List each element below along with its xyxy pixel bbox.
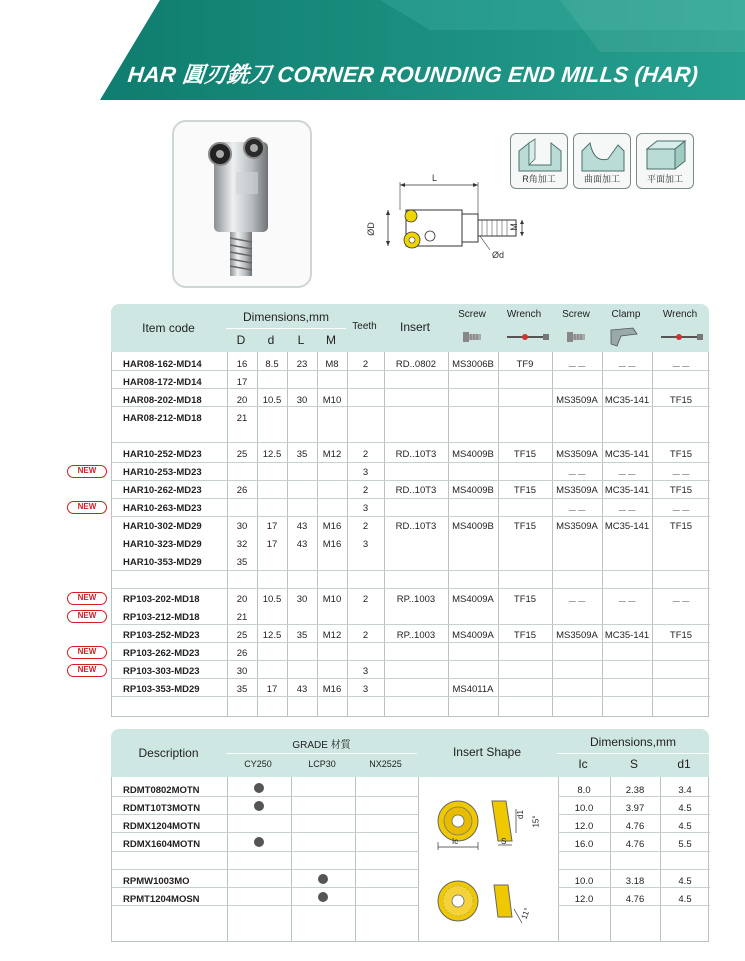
cell-ic: 12.0 xyxy=(574,894,594,905)
cell-M: M16 xyxy=(322,684,342,695)
cell-wrench2: －－ xyxy=(671,597,691,608)
cell-wrench: TF9 xyxy=(516,359,534,370)
cell-insert: RP..1003 xyxy=(396,630,436,641)
cell-teeth: 3 xyxy=(362,539,369,550)
process-r-corner xyxy=(510,133,568,189)
table-row xyxy=(112,499,710,517)
col-teeth: Teeth xyxy=(352,321,377,332)
cell-screw2: －－ xyxy=(567,506,587,517)
clamp-icon xyxy=(611,328,637,346)
table-row xyxy=(112,355,710,373)
cell-d: 17 xyxy=(266,521,278,532)
grade-availability-dot xyxy=(254,783,264,793)
cell-L: 43 xyxy=(296,521,308,532)
cell-d: 12.5 xyxy=(262,449,282,460)
cell-s: 4.76 xyxy=(625,821,645,832)
row-divider xyxy=(558,869,710,870)
new-badge: NEW xyxy=(67,610,107,623)
col-clamp: Clamp xyxy=(611,309,641,320)
cell-teeth: 2 xyxy=(362,449,369,460)
cell-clamp: MC35-141 xyxy=(604,521,650,532)
cell-wrench2: －－ xyxy=(671,470,691,481)
cell-clamp: －－ xyxy=(617,506,637,517)
item-code: HAR08-162-MD14 xyxy=(123,359,202,370)
col-wrench2: Wrench xyxy=(662,309,698,320)
insert-description: RDMX1604MOTN xyxy=(123,839,201,850)
cell-D: 20 xyxy=(236,395,248,406)
insert-description: RDMT10T3MOTN xyxy=(123,803,201,814)
col-insert: Insert xyxy=(399,320,430,334)
table-row xyxy=(112,481,710,499)
cell-teeth: 2 xyxy=(362,630,369,641)
cell-d: 10.5 xyxy=(262,395,282,406)
wrench-icon xyxy=(507,334,549,340)
insert-table-header xyxy=(111,729,709,777)
col-dimensions2: Dimensions,mm xyxy=(589,735,676,749)
insert-description: RPMW1003MO xyxy=(123,876,190,887)
grade-availability-dot xyxy=(318,892,328,902)
cell-L: 43 xyxy=(296,539,308,550)
item-code: HAR10-323-MD29 xyxy=(123,539,202,550)
process-flat xyxy=(636,133,694,189)
cell-D: 26 xyxy=(236,485,248,496)
cell-D: 35 xyxy=(236,557,248,568)
col-grade: GRADE 材質 xyxy=(292,740,351,751)
insert-row xyxy=(112,799,710,817)
col-screw2: Screw xyxy=(562,309,590,320)
dim-d-label: Ød xyxy=(492,250,505,260)
item-code: RP103-353-MD29 xyxy=(123,684,200,695)
process-label: 平面加工 xyxy=(646,174,683,184)
wrench2-icon xyxy=(661,334,703,340)
cell-D: 21 xyxy=(236,612,248,623)
insert-row xyxy=(112,817,710,835)
cell-L: 35 xyxy=(296,630,308,641)
insert-row xyxy=(112,835,710,853)
insert-description: RDMT0802MOTN xyxy=(123,785,200,796)
flat-surface-icon xyxy=(641,137,691,175)
cell-teeth: 2 xyxy=(362,485,369,496)
table-row xyxy=(112,644,710,662)
cell-ic: 8.0 xyxy=(577,785,591,796)
cell-wrench2: TF15 xyxy=(669,630,693,641)
cell-clamp: MC35-141 xyxy=(604,485,650,496)
cell-screw2: MS3509A xyxy=(556,521,598,532)
cell-D: 21 xyxy=(236,413,248,424)
cell-s: 4.76 xyxy=(625,839,645,850)
item-table-header xyxy=(111,304,709,352)
col-grade-nx2525: NX2525 xyxy=(369,759,402,769)
col-grade-lcp30: LCP30 xyxy=(308,759,336,769)
cell-d1: 4.5 xyxy=(678,894,692,905)
cell-L: 43 xyxy=(296,684,308,695)
cell-screw: MS4009A xyxy=(452,594,494,605)
process-label: 曲面加工 xyxy=(583,174,620,184)
cell-D: 26 xyxy=(236,648,248,659)
cell-wrench: TF15 xyxy=(513,630,537,641)
cell-s: 3.97 xyxy=(625,803,645,814)
item-code: HAR10-263-MD23 xyxy=(123,503,202,514)
cell-wrench2: －－ xyxy=(671,506,691,517)
col-D: D xyxy=(236,333,246,347)
process-label: R角加工 xyxy=(522,174,556,184)
cell-insert: RD..10T3 xyxy=(395,449,437,460)
cell-screw: MS4009B xyxy=(452,485,494,496)
table-row xyxy=(112,553,710,571)
cell-insert: RD..10T3 xyxy=(395,521,437,532)
cell-s: 2.38 xyxy=(625,785,645,796)
process-curved xyxy=(573,133,631,189)
table-row xyxy=(112,590,710,608)
cell-s: 4.76 xyxy=(625,894,645,905)
item-code: HAR08-202-MD18 xyxy=(123,395,202,406)
insert-row xyxy=(112,890,710,908)
item-code: HAR08-212-MD18 xyxy=(123,413,202,424)
shape-d1-label: d1 xyxy=(515,810,525,819)
table-row xyxy=(112,662,710,680)
item-code: RP103-252-MD23 xyxy=(123,630,200,641)
cell-d: 12.5 xyxy=(262,630,282,641)
cell-screw: MS4009B xyxy=(452,449,494,460)
cell-D: 17 xyxy=(236,377,248,388)
col-item-code: Item code xyxy=(142,321,195,335)
dim-M-label: M xyxy=(508,223,519,231)
cell-wrench2: TF15 xyxy=(669,521,693,532)
cell-screw2: －－ xyxy=(567,597,587,608)
cell-L: 23 xyxy=(296,359,308,370)
table-row xyxy=(112,626,710,644)
table-row xyxy=(112,517,710,535)
table-row xyxy=(112,409,710,427)
col-wrench: Wrench xyxy=(506,309,542,320)
cell-screw: MS4009A xyxy=(452,630,494,641)
cell-wrench: TF15 xyxy=(513,594,537,605)
cell-screw2: MS3509A xyxy=(556,485,598,496)
shape-angle-11: 11° xyxy=(519,906,532,921)
cell-d1: 4.5 xyxy=(678,876,692,887)
cell-M: M16 xyxy=(322,539,342,550)
cell-D: 16 xyxy=(236,359,248,370)
item-table xyxy=(111,352,709,717)
insert-table xyxy=(111,777,709,942)
cell-teeth: 3 xyxy=(362,684,369,695)
new-badge: NEW xyxy=(67,465,107,478)
item-code: RP103-212-MD18 xyxy=(123,612,200,623)
screw-icon xyxy=(463,332,481,342)
cell-D: 25 xyxy=(236,630,248,641)
col-s: S xyxy=(629,757,638,771)
new-badge: NEW xyxy=(67,501,107,514)
cell-teeth: 3 xyxy=(362,503,369,514)
cell-screw2: MS3509A xyxy=(556,630,598,641)
cell-d1: 5.5 xyxy=(678,839,692,850)
item-code: HAR10-262-MD23 xyxy=(123,485,202,496)
cell-wrench2: －－ xyxy=(671,362,691,373)
insert-row xyxy=(112,872,710,890)
cell-insert: RD..0802 xyxy=(395,359,437,370)
shape-angle-15: 15° xyxy=(531,815,541,828)
cell-teeth: 2 xyxy=(362,359,369,370)
cell-insert: RP..1003 xyxy=(396,594,436,605)
cell-clamp: MC35-141 xyxy=(604,630,650,641)
page-title: HAR 圓刃銑刀 CORNER ROUNDING END MILLS (HAR) xyxy=(126,62,700,87)
cell-M: M16 xyxy=(322,521,342,532)
cell-ic: 10.0 xyxy=(574,876,594,887)
table-row xyxy=(112,445,710,463)
cell-d: 17 xyxy=(266,539,278,550)
grade-availability-dot xyxy=(318,874,328,884)
cell-screw: MS4009B xyxy=(452,521,494,532)
cell-clamp: －－ xyxy=(617,470,637,481)
cell-clamp: MC35-141 xyxy=(604,449,650,460)
cell-L: 30 xyxy=(296,594,308,605)
grade-availability-dot xyxy=(254,837,264,847)
table-row xyxy=(112,391,710,409)
cell-clamp: MC35-141 xyxy=(604,395,650,406)
cell-screw2: MS3509A xyxy=(556,395,598,406)
cell-D: 30 xyxy=(236,521,248,532)
cell-ic: 10.0 xyxy=(574,803,594,814)
cell-ic: 12.0 xyxy=(574,821,594,832)
cell-wrench2: TF15 xyxy=(669,449,693,460)
item-code: HAR10-252-MD23 xyxy=(123,449,202,460)
cell-M: M10 xyxy=(322,594,342,605)
dimension-drawing xyxy=(360,170,530,280)
cell-insert: RD..10T3 xyxy=(395,485,437,496)
cell-L: 30 xyxy=(296,395,308,406)
cell-D: 35 xyxy=(236,684,248,695)
cell-D: 30 xyxy=(236,666,248,677)
item-code: HAR08-172-MD14 xyxy=(123,377,202,388)
col-dimensions: Dimensions,mm xyxy=(242,310,329,324)
tool-drawing xyxy=(360,170,530,280)
table-row xyxy=(112,535,710,553)
cell-clamp: －－ xyxy=(617,362,637,373)
cell-ic: 16.0 xyxy=(574,839,594,850)
item-code: RP103-262-MD23 xyxy=(123,648,200,659)
header-banner xyxy=(0,0,745,100)
cell-screw2: －－ xyxy=(567,362,587,373)
col-L: L xyxy=(297,333,305,347)
screw2-icon xyxy=(567,332,585,342)
dim-L-label: L xyxy=(432,173,438,183)
end-mill-illustration xyxy=(174,122,310,286)
insert-row xyxy=(112,781,710,799)
col-ic: Ic xyxy=(578,757,588,771)
cell-d: 8.5 xyxy=(265,359,279,370)
cell-teeth: 3 xyxy=(362,666,369,677)
cell-M: M10 xyxy=(322,395,342,406)
new-badge: NEW xyxy=(67,646,107,659)
cell-D: 20 xyxy=(236,594,248,605)
cell-screw2: MS3509A xyxy=(556,449,598,460)
row-divider xyxy=(112,869,418,870)
table-row xyxy=(112,680,710,698)
item-code: HAR10-353-MD29 xyxy=(123,557,202,568)
product-photo xyxy=(172,120,312,288)
table-row xyxy=(112,608,710,626)
cell-teeth: 2 xyxy=(362,594,369,605)
col-M: M xyxy=(326,333,336,347)
cell-d1: 4.5 xyxy=(678,803,692,814)
cell-wrench2: TF15 xyxy=(669,485,693,496)
cell-screw: MS4011A xyxy=(452,684,494,695)
cell-D: 25 xyxy=(236,449,248,460)
cell-clamp: －－ xyxy=(617,597,637,608)
new-badge: NEW xyxy=(67,664,107,677)
cell-d1: 4.5 xyxy=(678,821,692,832)
cell-D: 32 xyxy=(236,539,248,550)
col-d1: d1 xyxy=(677,757,691,771)
cell-teeth: 2 xyxy=(362,521,369,532)
col-insert-shape: Insert Shape xyxy=(452,745,522,759)
shape-ic-label: Ic xyxy=(452,837,459,846)
cell-M: M12 xyxy=(322,630,342,641)
row-divider xyxy=(112,588,710,589)
cell-wrench: TF15 xyxy=(513,485,537,496)
cell-d1: 3.4 xyxy=(678,785,692,796)
col-description: Description xyxy=(138,746,199,760)
shape-s-label: S xyxy=(501,837,507,846)
cell-wrench: TF15 xyxy=(513,449,537,460)
dim-D-label: ØD xyxy=(365,222,376,236)
row-divider xyxy=(112,442,710,443)
cell-teeth: 3 xyxy=(362,467,369,478)
cell-wrench2: TF15 xyxy=(669,395,693,406)
item-code: RP103-303-MD23 xyxy=(123,666,200,677)
item-code: RP103-202-MD18 xyxy=(123,594,200,605)
insert-description: RDMX1204MOTN xyxy=(123,821,201,832)
new-badge: NEW xyxy=(67,592,107,605)
cell-L: 35 xyxy=(296,449,308,460)
r-corner-icon xyxy=(515,137,565,175)
curved-surface-icon xyxy=(578,137,628,175)
cell-d: 10.5 xyxy=(262,594,282,605)
col-d: d xyxy=(267,333,275,347)
grade-availability-dot xyxy=(254,801,264,811)
col-grade-cy250: CY250 xyxy=(244,759,272,769)
cell-wrench: TF15 xyxy=(513,521,537,532)
hardware-icons xyxy=(447,324,709,350)
insert-description: RPMT1204MOSN xyxy=(123,894,200,905)
table-row xyxy=(112,463,710,481)
col-screw: Screw xyxy=(458,309,486,320)
table-row xyxy=(112,373,710,391)
item-code: HAR10-302-MD29 xyxy=(123,521,202,532)
cell-s: 3.18 xyxy=(625,876,645,887)
cell-d: 17 xyxy=(266,684,278,695)
cell-screw: MS3006B xyxy=(452,359,494,370)
cell-screw2: －－ xyxy=(567,470,587,481)
item-code: HAR10-253-MD23 xyxy=(123,467,202,478)
cell-M: M12 xyxy=(322,449,342,460)
cell-M: M8 xyxy=(325,359,339,370)
